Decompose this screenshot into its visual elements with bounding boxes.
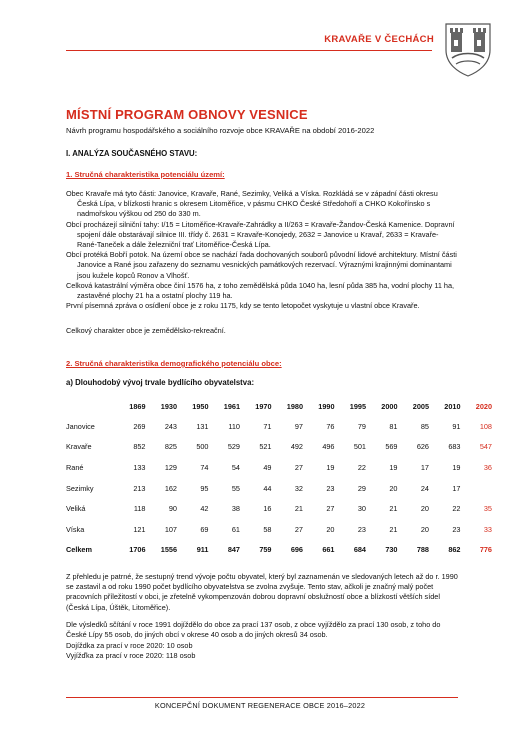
table-cell: 131 [196, 421, 209, 431]
table-cell: 110 [228, 421, 240, 431]
year-header: 1930 [160, 401, 177, 411]
table-cell: 58 [263, 524, 272, 534]
paragraph: Obcí protéká Bobří potok. Na území obce se nachází řada dochovaných souborů původní lidové architektury. Místní části Janovice a Rané jsou zařazeny do seznamu vesnických památkových rezervací. Výraznými krajinnými dominantami jsou kužele kopců Ronov a Vlhošť. [66, 250, 457, 280]
table-cell: 759 [259, 545, 272, 555]
table-cell: 696 [290, 545, 303, 555]
year-header: 1961 [223, 401, 240, 411]
table-cell: 19 [389, 462, 398, 472]
table-cell: 20 [420, 524, 429, 534]
table-cell: 17 [420, 462, 429, 472]
year-header: 2020 [475, 401, 492, 411]
table-cell: 213 [133, 483, 146, 493]
table-cell: 118 [133, 504, 146, 514]
territory-text [66, 189, 458, 311]
table-cell: 20 [420, 504, 429, 514]
table-cell: 20 [389, 483, 398, 493]
table-cell: 32 [294, 483, 303, 493]
table-cell: 55 [231, 483, 240, 493]
table-cell: 500 [196, 442, 209, 452]
table-cell: 269 [133, 421, 146, 431]
table-cell: 27 [294, 524, 303, 534]
table-cell: 501 [353, 442, 366, 452]
header-rule [66, 50, 432, 51]
table-cell: 71 [263, 421, 272, 431]
table-cell: 44 [263, 483, 272, 493]
subsection-heading-1: 1. Stručná charakteristika potenciálu území: [66, 170, 225, 179]
table-cell: 54 [231, 462, 240, 472]
table-cell: 129 [164, 462, 177, 472]
row-label: Víska [66, 524, 85, 534]
table-cell: 825 [164, 442, 177, 452]
table-corner [66, 396, 114, 416]
document-subtitle: Návrh programu hospodářského a sociálního rozvoje obce KRAVAŘE na období 2016-2022 [66, 126, 375, 135]
table-cell: 492 [290, 442, 303, 452]
table-cell: 243 [164, 421, 177, 431]
table-cell: 81 [389, 421, 398, 431]
population-table [66, 396, 492, 560]
paragraph: Obcí procházejí silniční tahy: I/15 = Litoměřice-Kravaře-Zahrádky a II/263 = Kravaře-Žandov-Česká Kamenice. Dopravní spojení dále obstarávají silnice III. třídy č. 2631 = Kravaře-Konojedy, 2632 = Janovice u Kravař, 2633 = Kravaře-Rané-Taneček a dále železniční trať Litoměřice-Česká Lípa. [66, 219, 455, 250]
table-cell: 35 [483, 504, 492, 514]
table-cell: 21 [389, 524, 398, 534]
table-cell: 79 [357, 421, 366, 431]
table-cell: 626 [416, 442, 429, 452]
table-cell: 36 [483, 462, 492, 472]
row-label: Janovice [66, 421, 95, 431]
table-total-row [66, 540, 492, 561]
table-cell: 24 [420, 483, 429, 493]
table-cell [461, 478, 493, 499]
paragraph: První písemná zpráva o osídlení obce je z roku 1175, kdy se tento letopočet vyskytuje u vlastní obce Kravaře. [66, 301, 420, 311]
table-cell: 61 [231, 524, 240, 534]
table-cell: 38 [231, 504, 240, 514]
table-cell: 547 [479, 442, 492, 452]
table-cell: 496 [322, 442, 335, 452]
year-header: 2000 [381, 401, 398, 411]
year-header: 1869 [129, 401, 146, 411]
table-cell: 107 [164, 524, 177, 534]
coat-of-arms-icon [438, 14, 498, 78]
table-cell: 30 [357, 504, 366, 514]
table-cell: 19 [326, 462, 335, 472]
table-cell: 22 [357, 462, 366, 472]
table-cell: 69 [200, 524, 209, 534]
table-row [66, 416, 492, 437]
table-cell: 521 [259, 442, 272, 452]
paragraph: Obec Kravaře má tyto části: Janovice, Kravaře, Rané, Sezimky, Veliká a Víska. Rozkládá se v západní části okresu Česká Lípa, v blízkosti hranic s okresem Litoměřice, v pásmu CHKO České Středohoří a CHKO Kokořínsko s nadmořskou výškou od 250 do 330 m. [66, 189, 438, 219]
year-header: 2005 [412, 401, 429, 411]
character-text: Celkový charakter obce je zemědělsko-rekreační. [66, 326, 226, 335]
page-footer: KONCEPČNÍ DOKUMENT REGENERACE OBCE 2016–2022 [154, 701, 366, 710]
commute-note: Dle výsledků sčítání v roce 1991 dojíždělo do obce za prací 137 osob, z obce vyjíždělo za prací 130 osob, z toho do České Lípy 55 osob, do jiných obcí v okrese 40 osob a do jiných okresů 34 osob. [66, 620, 441, 640]
table-cell: 27 [326, 504, 335, 514]
subsection-heading-2a: a) Dlouhodobý vývoj trvale bydlícího obyvatelstva: [66, 378, 255, 387]
table-row [66, 457, 492, 478]
year-header: 1950 [192, 401, 209, 411]
table-row [66, 437, 492, 458]
table-cell: 661 [322, 545, 335, 555]
table-cell: 20 [326, 524, 335, 534]
table-cell: 788 [416, 545, 429, 555]
year-header: 1995 [349, 401, 366, 411]
table-cell: 29 [357, 483, 366, 493]
table-cell: 33 [483, 524, 492, 534]
table-cell: 569 [385, 442, 398, 452]
table-cell: 49 [263, 462, 272, 472]
commute-in-2020: Dojíždka za prací v roce 2020: 10 osob [66, 641, 193, 650]
table-cell: 42 [200, 504, 209, 514]
table-cell: 21 [389, 504, 398, 514]
table-cell: 91 [452, 421, 461, 431]
year-header: 2010 [444, 401, 461, 411]
table-cell: 23 [357, 524, 366, 534]
year-header: 1980 [286, 401, 303, 411]
table-cell: 76 [326, 421, 335, 431]
row-label: Kravaře [66, 442, 92, 452]
table-cell: 97 [294, 421, 303, 431]
table-cell: 85 [420, 421, 429, 431]
table-cell: 1706 [129, 545, 146, 555]
header-brand: KRAVAŘE V ČECHÁCH [324, 34, 434, 45]
row-label: Celkem [66, 545, 92, 555]
table-header-row [66, 396, 492, 416]
table-cell: 1556 [160, 545, 177, 555]
table-cell: 683 [448, 442, 461, 452]
table-cell: 23 [326, 483, 335, 493]
table-row [66, 478, 492, 499]
row-label: Rané [66, 462, 84, 472]
table-cell: 90 [168, 504, 177, 514]
table-cell: 74 [200, 462, 209, 472]
table-cell: 133 [133, 462, 146, 472]
commute-out-2020: Vyjížďka za prací v roce 2020: 118 osob [66, 651, 196, 660]
year-header: 1970 [255, 401, 272, 411]
table-cell: 121 [133, 524, 146, 534]
table-cell: 16 [263, 504, 272, 514]
paragraph: Celková katastrální výměra obce činí 1576 ha, z toho zemědělská půda 1040 ha, lesní půda 385 ha, vodní plochy 11 ha, zastavěné plochy 21 ha a ostatní plochy 119 ha. [66, 280, 455, 301]
table-cell: 911 [196, 545, 209, 555]
year-header: 1990 [318, 401, 335, 411]
document-title: MÍSTNÍ PROGRAM OBNOVY VESNICE [66, 107, 308, 122]
trend-note: Z přehledu je patrné, že sestupný trend vývoje počtu obyvatel, který byl zaznamenán ve sledovaných letech až do r. 1990 se zastavil a od roku 1990 počet bydlícího obyvatelstva se zvolna zvyšuje. Tento stav, ačkoli je značný malý počet pracovních příležitostí v obci, je zřetelně vykompenzován dobrou dopravní obslužností obce a blízkostí větších sídel (Česká Lípa, Úštěk, Litoměřice). [66, 572, 458, 612]
row-label: Sezimky [66, 483, 94, 493]
table-row [66, 519, 492, 540]
table-cell: 862 [448, 545, 461, 555]
table-cell: 730 [385, 545, 398, 555]
table-cell: 23 [452, 524, 461, 534]
table-cell: 847 [227, 545, 240, 555]
table-cell: 19 [452, 462, 461, 472]
table-cell: 776 [479, 545, 492, 555]
table-cell: 95 [200, 483, 209, 493]
table-row [66, 498, 492, 519]
table-cell: 684 [353, 545, 366, 555]
table-cell: 22 [452, 504, 461, 514]
subsection-heading-2: 2. Stručná charakteristika demografického potenciálu obce: [66, 359, 282, 368]
section-heading: I. ANALÝZA SOUČASNÉHO STAVU: [66, 149, 198, 158]
table-cell: 162 [164, 483, 177, 493]
table-cell: 27 [294, 462, 303, 472]
footer-rule [66, 697, 458, 698]
table-cell: 529 [227, 442, 240, 452]
table-cell: 21 [294, 504, 303, 514]
table-cell: 17 [452, 483, 461, 493]
table-cell: 108 [479, 421, 492, 431]
table-cell: 852 [133, 442, 146, 452]
row-label: Veliká [66, 504, 86, 514]
